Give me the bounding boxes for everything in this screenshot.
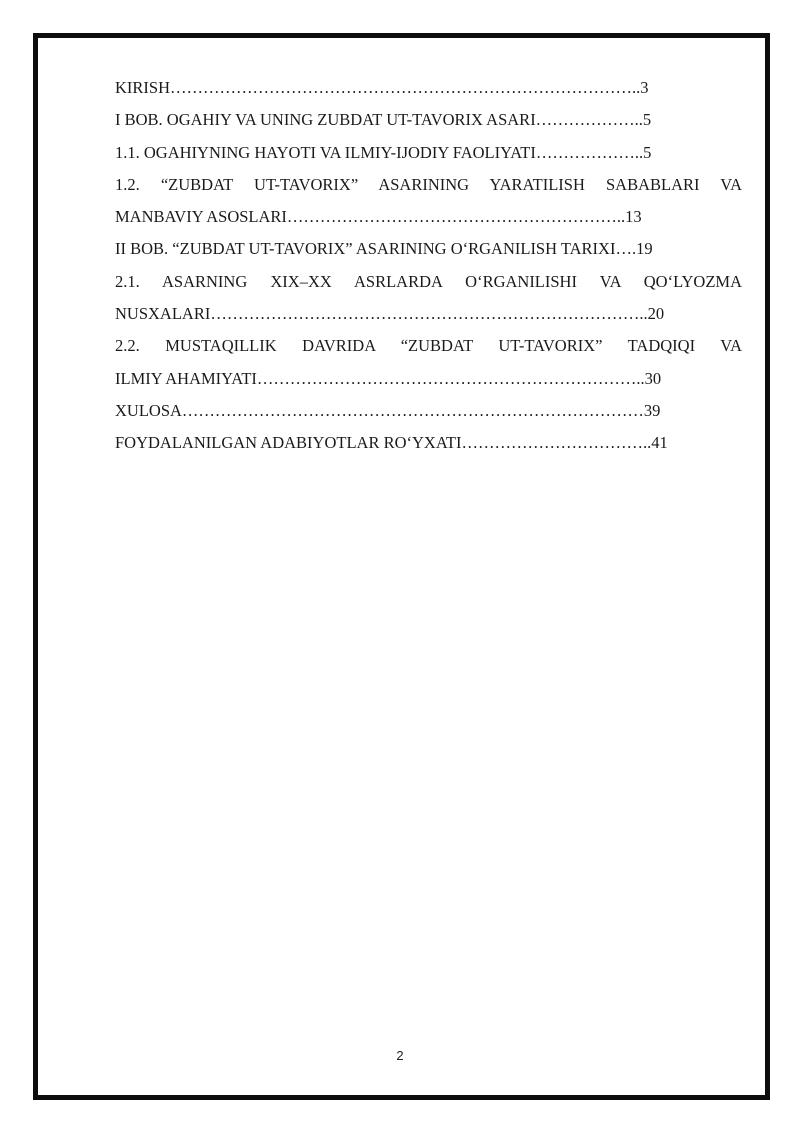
page-number: 2	[396, 1048, 404, 1063]
toc-line-section-1-2: 1.2. “ZUBDAT UT-TAVORIX” ASARINING YARATILISH SABABLARI VA	[115, 174, 742, 194]
toc-line-chapter-1: I BOB. OGAHIY VA UNING ZUBDAT UT-TAVORIX ASARI………………..5	[115, 110, 652, 130]
toc-line-section-2-2: 2.2. MUSTAQILLIK DAVRIDA “ZUBDAT UT-TAVORIX” TADQIQI VA	[115, 336, 742, 356]
toc-line-xulosa: XULOSA…………………………………………………………………………39	[115, 400, 661, 420]
toc-line-section-1-1: 1.1. OGAHIYNING HAYOTI VA ILMIY-IJODIY FAOLIYATI………………..5	[115, 142, 652, 162]
toc-line-section-1-2-cont: MANBAVIY ASOSLARI……………………………………………………..13	[115, 207, 642, 227]
toc-line-section-2-2-cont: ILMIY AHAMIYATI……………………………………………………………..30	[115, 368, 662, 388]
toc-line-kirish: KIRISH…………………………………………………………………………..3	[115, 78, 649, 97]
table-of-contents	[115, 72, 742, 460]
toc-line-chapter-2: II BOB. “ZUBDAT UT-TAVORIX” ASARINING O‘RGANILISH TARIXI….19	[115, 239, 653, 259]
toc-line-section-2-1-cont: NUSXALARI……………………………………………………………………..20	[115, 304, 665, 324]
toc-line-adabiyotlar: FOYDALANILGAN ADABIYOTLAR RO‘YXATI……………………………..41	[115, 433, 668, 453]
toc-line-section-2-1: 2.1. ASARNING XIX–XX ASRLARDA O‘RGANILISHI VA QO‘LYOZMA	[115, 271, 742, 291]
